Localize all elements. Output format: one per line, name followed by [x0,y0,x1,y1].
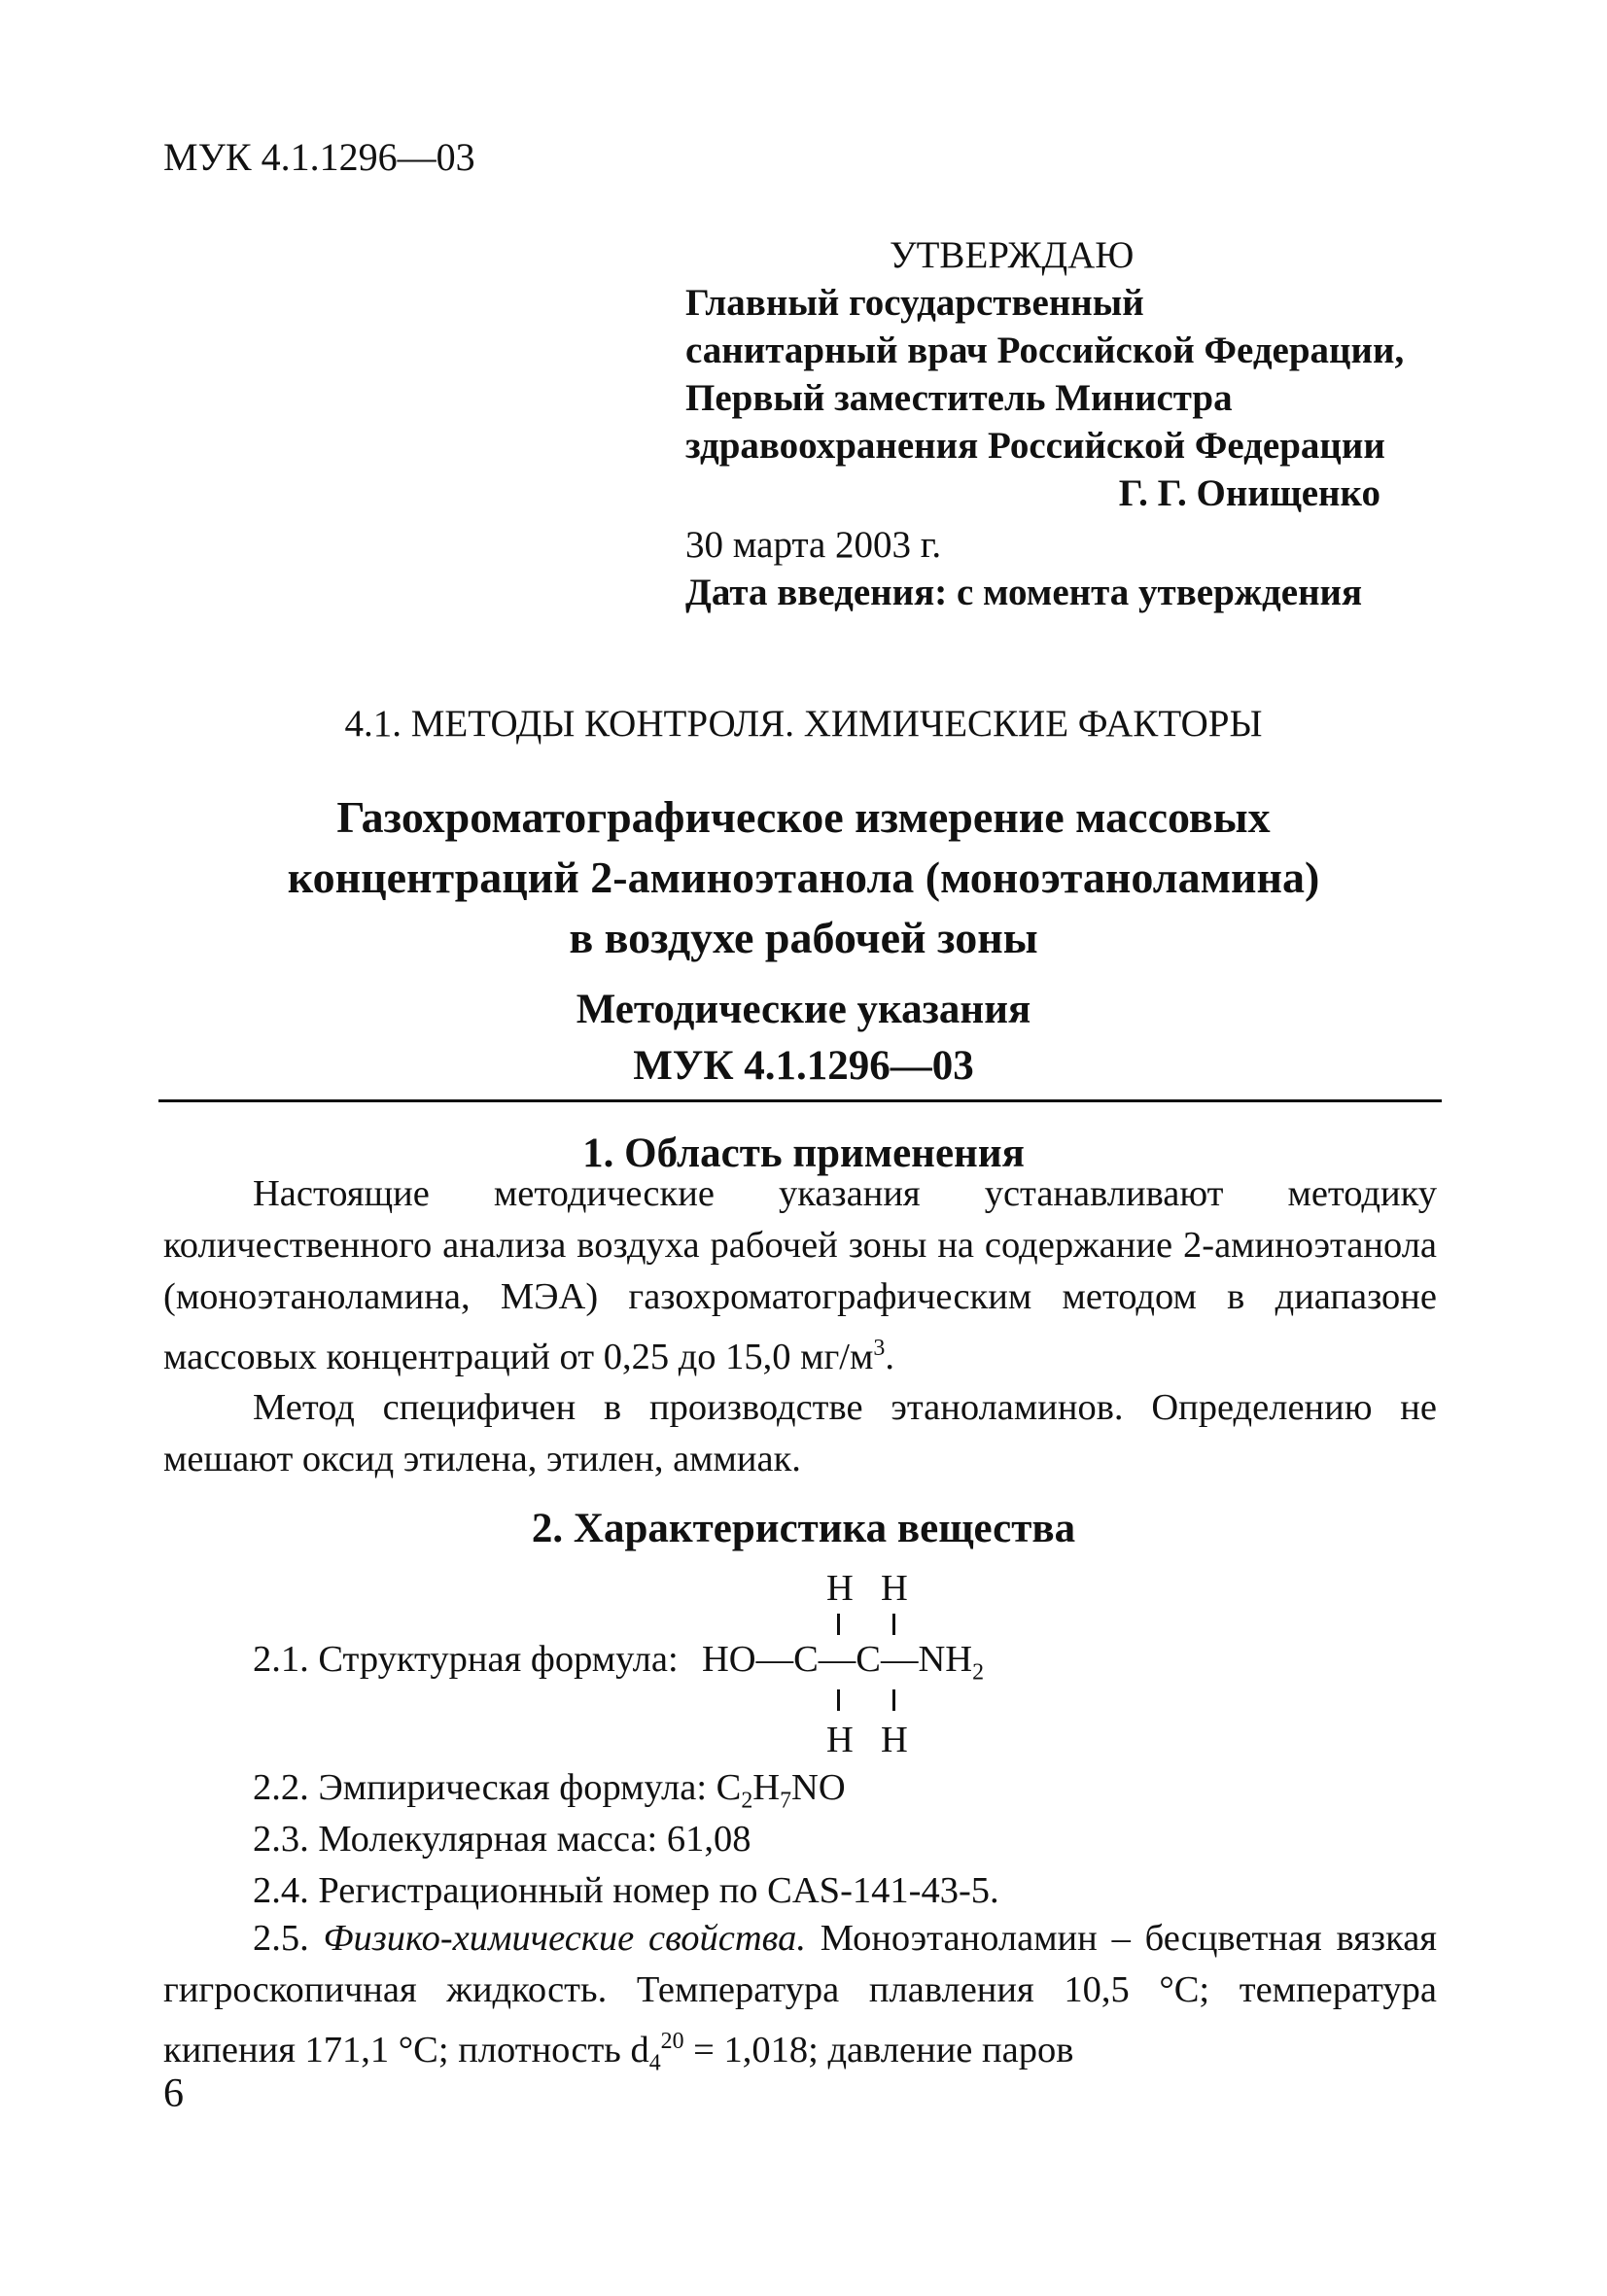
section-heading: 4.1. МЕТОДЫ КОНТРОЛЯ. ХИМИЧЕСКИЕ ФАКТОРЫ [344,703,1263,745]
bond-bottom-2 [892,1689,895,1711]
cas-number: 2.4. Регистрационный номер по CAS-141-43-5. [253,1870,999,1911]
structural-formula-label: 2.1. Структурная формула: [253,1639,679,1680]
horizontal-rule [158,1099,1442,1102]
formula-main: $HO—C—C—NH_2$ [702,1639,985,1686]
bond-bottom-1 [837,1689,840,1711]
formula-h-top-1: H [826,1568,854,1609]
subtitle-line: МУК 4.1.1296—03 [633,1043,974,1089]
approval-date: 30 марта 2003 г. [685,524,942,566]
bond-top-2 [892,1614,895,1635]
formula-h-bottom-2: H [881,1720,908,1760]
scope-paragraph-1: Настоящие методические указания устанавливают методику количественного анализа воздуха рабочей зоны на содержание 2-аминоэтанола (моноэтаноламина, МЭА) газохроматографическим методом в диапазоне массовых концентраций от 0,25 до 15,0 $мг/м^3$. [163,1173,1437,1377]
subtitle-line: Методические указания [576,987,1031,1032]
approval-block [685,231,1463,616]
title-line: Газохроматографическое измерение массовых [336,792,1271,842]
scope-paragraph-2: Метод специфичен в производстве этаноламинов. Определению не мешают оксид этилена, этилен, аммиак. [163,1387,1437,1479]
document-title [0,787,1607,968]
physico-chemical-properties: 2.5. Физико-химические свойства. Моноэтаноламин – бесцветная вязкая гигроскопичная жидкость. Температура плавления 10,5 °С; температура кипения 171,1 °С; плотность $d_4^{20} = 1,018$; давление паров [163,1918,1437,2076]
scope-heading: 1. Область применения [582,1131,1025,1176]
page-number: 6 [163,2071,184,2116]
effective-date: Дата введения: с момента утверждения [685,572,1363,613]
approval-line: Первый заместитель Министра [685,377,1233,419]
document-code: МУК 4.1.1296—03 [163,135,475,179]
title-line: в воздухе рабочей зоны [569,913,1038,962]
approval-title: УТВЕРЖДАЮ [890,234,1135,276]
approval-line: здравоохранения Российской Федерации [685,425,1385,467]
formula-h-top-2: H [881,1568,908,1609]
approval-line: Главный государственный [685,282,1144,324]
molecular-mass: 2.3. Молекулярная масса: 61,08 [253,1819,751,1860]
empirical-formula: 2.2. Эмпирическая формула: $C_2H_7NO$ [253,1767,846,1814]
bond-top-1 [837,1614,840,1635]
approval-line: санитарный врач Российской Федерации, [685,330,1405,371]
title-line: концентраций 2-аминоэтанола (моноэтаноламина) [287,852,1320,902]
document-subtitle [0,982,1607,1095]
approval-signatory: Г. Г. Онищенко [1118,472,1380,514]
formula-h-bottom-1: H [826,1720,854,1760]
substance-heading: 2. Характеристика вещества [531,1506,1076,1551]
